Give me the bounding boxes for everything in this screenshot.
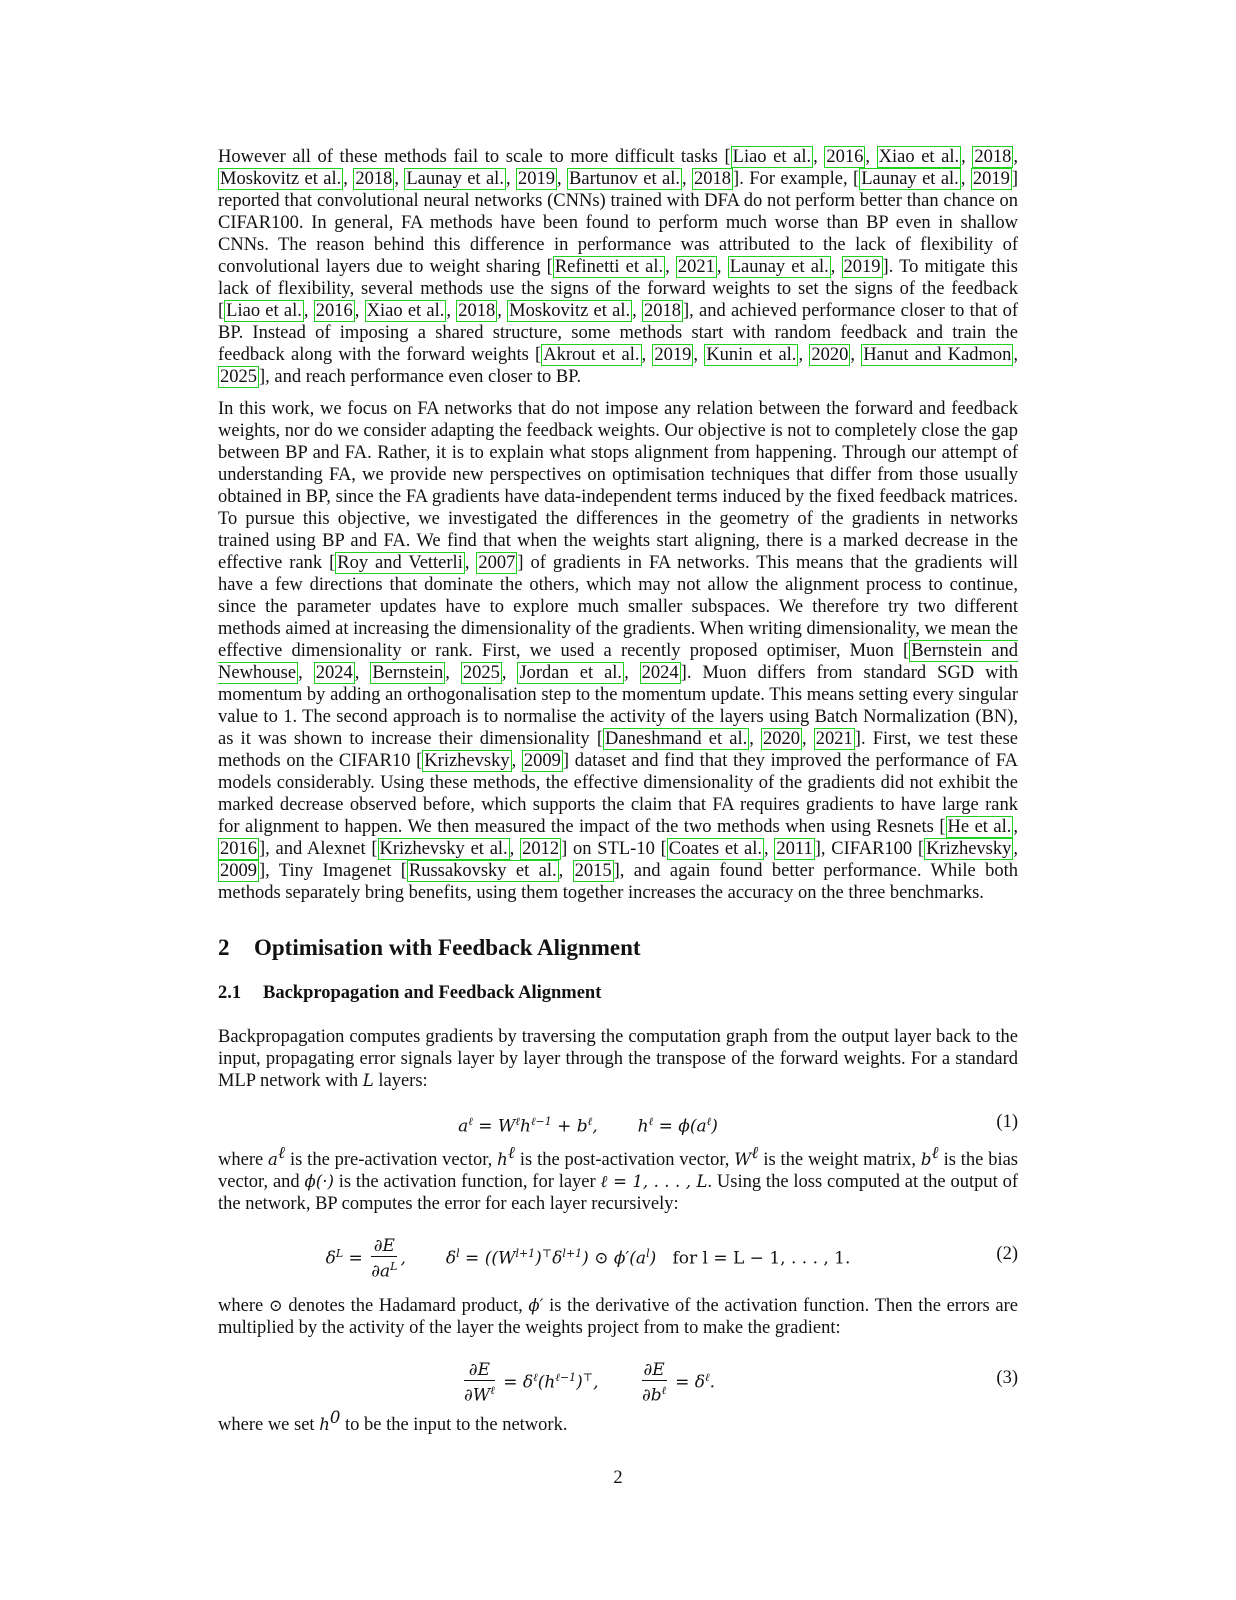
citation[interactable]: Liao et al. <box>732 147 812 167</box>
intro-paragraph-1: However all of these methods fail to scale to more difficult tasks [ Liao et al. , 2016 , Xiao et al. , 2018 , Moskovitz et al. , 2018 , Launay et al. , 2019 , Bartunov et al. , 2018 ]. For example, [ Launay et al. , 2019 ] reported that convolutional neural networks (CNNs) trained with DFA do not perform better than chance on CIFAR100. In general, FA methods have been found to perform much worse than BP even in shallow CNNs. The reason behind this difference in performance was attributed to the lack of flexibility of convolutional layers due to weight sharing [ Refinetti et al. , 2021 , Launay et al. , 2019 ]. To mitigate this lack of flexibility, several methods use the signs of the forward weights to set the signs of the feedback [ Liao et al. , 2016 , Xiao et al. , 2018 , Moskovitz et al. , 2018 ], and achieved performance closer to that of BP. Instead of imposing a shared structure, some methods start with random feedback and train the feedback along with the forward weights [ Akrout et al. , 2019 , Kunin et al. , 2020 , Hanut and Kadmon , 2025 ], and reach performance even closer to BP. <box>218 147 1019 387</box>
citation[interactable]: Refinetti et al. <box>554 257 664 277</box>
citation[interactable]: 2009 <box>523 751 561 771</box>
citation[interactable]: Krizhevsky <box>926 839 1012 859</box>
citation[interactable]: 2011 <box>776 839 813 859</box>
citation[interactable]: 2018 <box>643 301 681 321</box>
section-number: 2 <box>218 935 230 960</box>
citation[interactable]: Bartunov et al. <box>569 169 681 189</box>
citation[interactable]: 2024 <box>641 663 679 683</box>
citation[interactable]: Xiao et al. <box>878 147 960 167</box>
subsection-title: Backpropagation and Feedback Alignment <box>263 983 602 1003</box>
equation-1: $a^\ell = W^\ell h^{\ell-1} + b^\ell$, $h^\ell = \phi(a^\ell)$ (1) <box>218 1102 1018 1142</box>
page-number: 2 <box>613 1468 623 1488</box>
citation[interactable]: 2016 <box>315 301 353 321</box>
citation[interactable]: 2019 <box>654 345 692 365</box>
citation[interactable]: 2024 <box>315 663 353 683</box>
citation[interactable]: 2016 <box>220 839 257 859</box>
citation[interactable]: 2018 <box>974 147 1012 167</box>
citation[interactable]: 2019 <box>517 169 555 189</box>
citation[interactable]: Krizhevsky <box>424 751 510 771</box>
citation[interactable]: Bernstein <box>372 663 444 683</box>
equation-condition: for l = L − 1, . . . , 1. <box>672 1248 851 1269</box>
citation[interactable]: Moskovitz et al. <box>220 169 342 189</box>
citation[interactable]: Russakovsky et al. <box>408 861 557 881</box>
definitions-paragraph: where $a^\ell$ is the pre-activation vector, $h^\ell$ is the post-activation vector, $W^\ell$ is the weight matrix, $b^\ell$ is the bias vector, and ϕ(·) is the activation function, for layer ℓ = 1, . . . , L. Using the loss computed at the output of the network, BP computes the error for each layer recursively: <box>218 1143 1018 1215</box>
citation[interactable]: Liao et al. <box>226 301 302 321</box>
citation[interactable]: 2025 <box>462 663 500 683</box>
bp-paragraph: Backpropagation computes gradients by traversing the computation graph from the output layer back to the input, propagating error signals layer by layer through the transpose of the forward weights. For a standard MLP network with L layers: <box>218 1027 1018 1091</box>
citation[interactable]: Coates et al. <box>668 839 762 859</box>
equation-2: $\delta^L$ = $\frac{\partial E}{\partial a^L}$ , $\delta^l = ((W^{l+1})^⊤\delta^{l+1})$ ⊙ $\phi'(a^l)$ for l = L − 1, . . . , 1. (2) <box>218 1225 1018 1283</box>
citation[interactable]: 2009 <box>220 861 257 881</box>
citation[interactable]: 2018 <box>355 169 393 189</box>
citation[interactable]: 2015 <box>574 861 612 881</box>
citation[interactable]: 2019 <box>972 169 1010 189</box>
citation[interactable]: Launay et al. <box>729 257 829 277</box>
citation[interactable]: 2020 <box>811 345 849 365</box>
intro-paragraph-2: In this work, we focus on FA networks that do not impose any relation between the forward and feedback weights, nor do we consider adapting the feedback weights. Our objective is not to completely close the gap between BP and FA. Rather, it is to explain what stops alignment from happening. Through our attempt of understanding FA, we provide new perspectives on optimisation techniques that differ from those usually obtained in BP, since the FA gradients have data-independent terms induced by the fixed feedback matrices. To pursue this objective, we investigated the differences in the geometry of the gradients in networks trained using BP and FA. We find that when the weights start aligning, there is a marked decrease in the effective rank [ Roy and Vetterli , 2007 ] of gradients in FA networks. This means that the gradients will have a few directions that dominate the others, which may not allow the alignment process to continue, since the parameter updates have to explore much smaller subspaces. We therefore try two different methods aimed at increasing the dimensionality of the gradients. When writing dimensionality, we mean the effective dimensionality or rank. First, we used a recently proposed optimiser, Muon [ Bernstein and Newhouse , 2024 , Bernstein , 2025 , Jordan et al. , 2024 ]. Muon differs from standard SGD with momentum by adding an orthogonalisation step to the momentum update. This means setting every singular value to 1. The second approach is to normalise the activity of the layers using Batch Normalization (BN), as it was shown to increase their dimensionality [ Daneshmand et al. , 2020 , 2021 ]. First, we test these methods on the CIFAR10 [ Krizhevsky , 2009 ] dataset and find that they improved the performance of FA models considerably. Using these methods, the effective dimensionality of the gradients did not exhibit the marked decrease observed before, which supports the claim that FA requires gradients to have large rank for alignment to happen. We then measured the impact of the two methods when using Resnets [ He et al. , 2016 ], and Alexnet [ Krizhevsky et al. , 2012 ] on STL-10 [ Coates et al. , 2011 ], CIFAR100 [ Krizhevsky , 2009 ], Tiny Imagenet [ Russakovsky et al. , 2015 ], and again found better performance. While both methods separately bring benefits, using them together increases the accuracy on the three benchmarks. <box>218 399 1019 903</box>
citation[interactable]: Xiao et al. <box>366 301 445 321</box>
citation[interactable]: Launay et al. <box>861 169 959 189</box>
citation[interactable]: Moskovitz et al. <box>509 301 631 321</box>
equation-number: (3) <box>996 1368 1018 1389</box>
section-title: Optimisation with Feedback Alignment <box>254 935 641 960</box>
input-paragraph: where we set $h^0$ to be the input to the network. <box>218 1408 568 1436</box>
text-column <box>218 146 1018 1446</box>
citation[interactable]: Akrout et al. <box>543 345 640 365</box>
citation[interactable]: Hanut and Kadmon <box>863 345 1012 365</box>
citation[interactable]: He et al. <box>947 817 1012 837</box>
section-heading <box>218 934 1018 962</box>
citation[interactable]: Krizhevsky et al. <box>379 839 508 859</box>
citation[interactable]: Daneshmand et al. <box>605 729 748 749</box>
citation[interactable]: 2016 <box>826 147 864 167</box>
citation[interactable]: Kunin et al. <box>706 345 797 365</box>
citation[interactable]: 2012 <box>522 839 560 859</box>
citation[interactable]: 2019 <box>843 257 881 277</box>
citation[interactable]: Roy and Vetterli <box>337 553 463 573</box>
citation[interactable]: 2018 <box>458 301 496 321</box>
citation[interactable]: 2021 <box>677 257 715 277</box>
hadamard-paragraph: where ⊙ denotes the Hadamard product, ϕ′ is the derivative of the activation function. Then the errors are multiplied by the activity of the layer the weights project from to make the gradient: <box>218 1296 1018 1339</box>
citation[interactable]: Jordan et al. <box>519 663 623 683</box>
citation[interactable]: Bernstein and Newhouse <box>218 641 1018 683</box>
subsection-number: 2.1 <box>218 983 242 1003</box>
citation[interactable]: 2007 <box>478 553 516 573</box>
citation[interactable]: Launay et al. <box>406 169 504 189</box>
citation[interactable]: 2025 <box>220 367 257 387</box>
citation[interactable]: 2020 <box>763 729 800 749</box>
citation[interactable]: 2018 <box>694 169 732 189</box>
equation-3: $\frac{\partial E}{\partial W^\ell}$ = $\delta^\ell(h^{\ell-1})^⊤$, $\frac{\partial E}{\partial b^\ell}$ = $\delta^\ell$. (3) <box>218 1349 1018 1407</box>
subsection-heading <box>218 982 1018 1004</box>
equation-number: (2) <box>996 1244 1018 1265</box>
equation-number: (1) <box>996 1112 1018 1132</box>
citation[interactable]: 2021 <box>815 729 853 749</box>
